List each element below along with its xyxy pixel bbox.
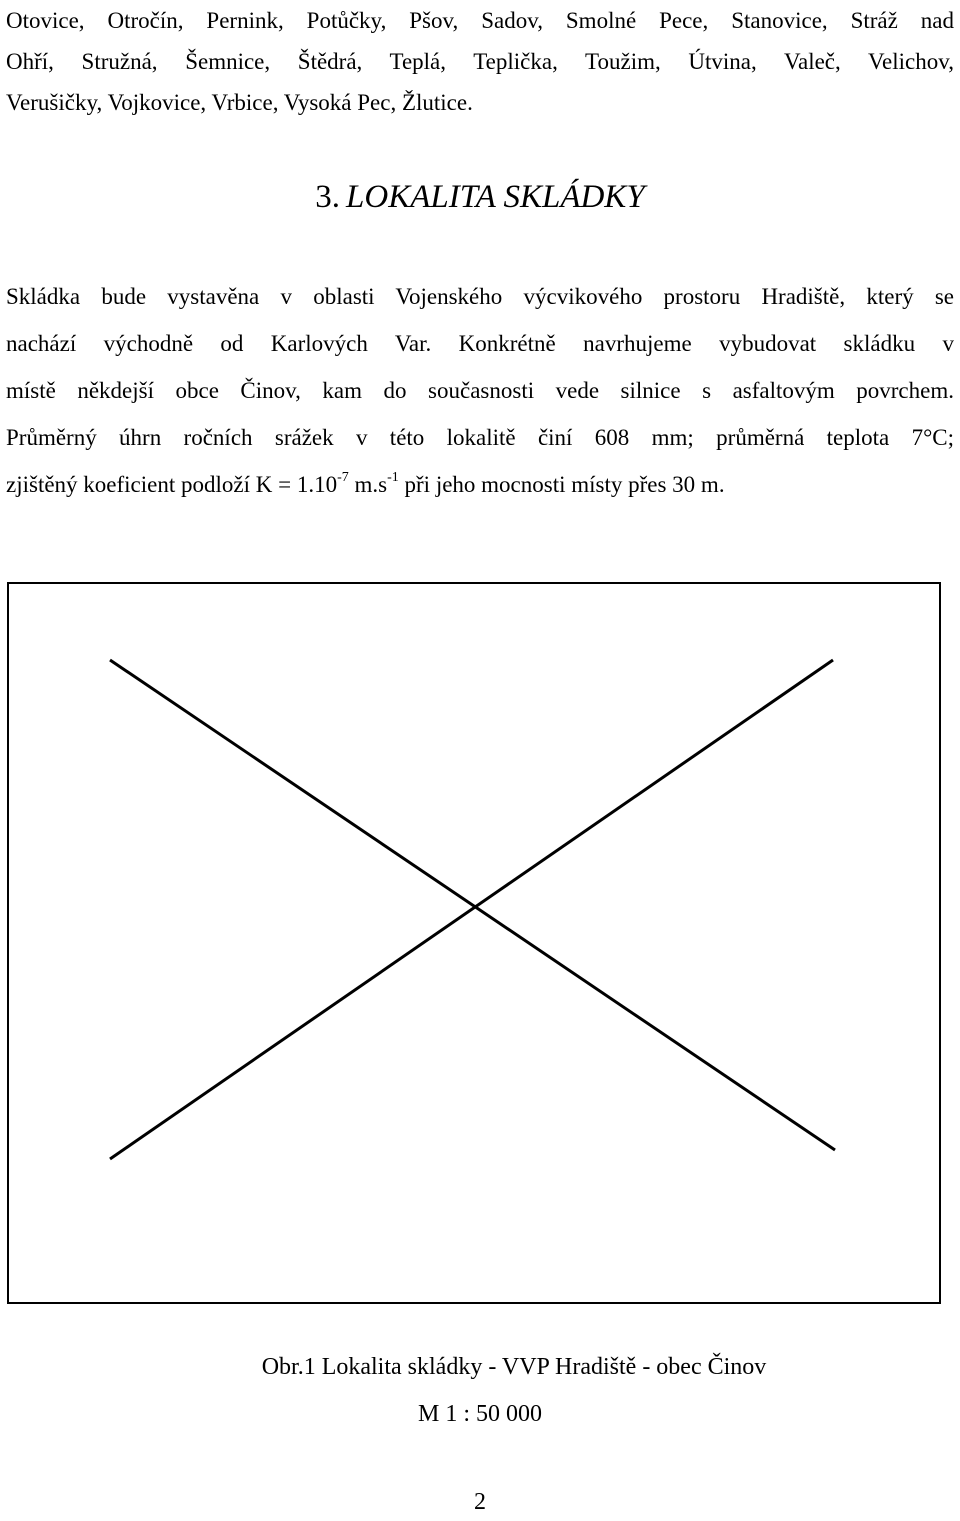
section-title: LOKALITA SKLÁDKY (346, 179, 645, 215)
exponent-unit: -1 (387, 470, 399, 486)
thickness-text: při jeho mocnosti místy přes 30 m. (398, 472, 725, 497)
map-placeholder-cross (9, 584, 939, 1302)
paragraph-line: nachází východně od Karlových Var. Konkrétně navrhujeme vybudovat skládku v (6, 331, 954, 356)
intro-line: Ohří, Stružná, Šemnice, Štědrá, Teplá, Teplička, Toužim, Útvina, Valeč, Velichov, (6, 49, 954, 74)
section-heading (0, 172, 960, 222)
paragraph-line: místě někdejší obce Činov, kam do současnosti vede silnice s asfaltovým povrchem. (6, 378, 954, 403)
page-number: 2 (474, 1489, 486, 1515)
intro-line: Otovice, Otročín, Pernink, Potůčky, Pšov, Sadov, Smolné Pece, Stanovice, Stráž nad (6, 8, 954, 33)
intro-text (6, 0, 954, 123)
map-placeholder (7, 582, 941, 1304)
paragraph-line: Skládka bude vystavěna v oblasti Vojenského výcvikového prostoru Hradiště, který se (6, 284, 954, 309)
intro-line: Verušičky, Vojkovice, Vrbice, Vysoká Pec, Žlutice. (6, 90, 473, 115)
unit-text: m.s (348, 472, 388, 497)
paragraph-line-last (6, 461, 954, 508)
coefficient-text: zjištěný koeficient podloží K = 1.10 (6, 472, 338, 497)
paragraph-line: Průměrný úhrn ročních srážek v této lokalitě činí 608 mm; průměrná teplota 7°C; (6, 425, 954, 450)
body-paragraph (6, 273, 954, 508)
section-number: 3. (315, 179, 341, 215)
exponent-coefficient: -7 (337, 470, 349, 486)
figure-caption: Obr.1 Lokalita skládky - VVP Hradiště - obec Činov (261, 1354, 767, 1380)
figure-scale: M 1 : 50 000 (417, 1401, 542, 1427)
